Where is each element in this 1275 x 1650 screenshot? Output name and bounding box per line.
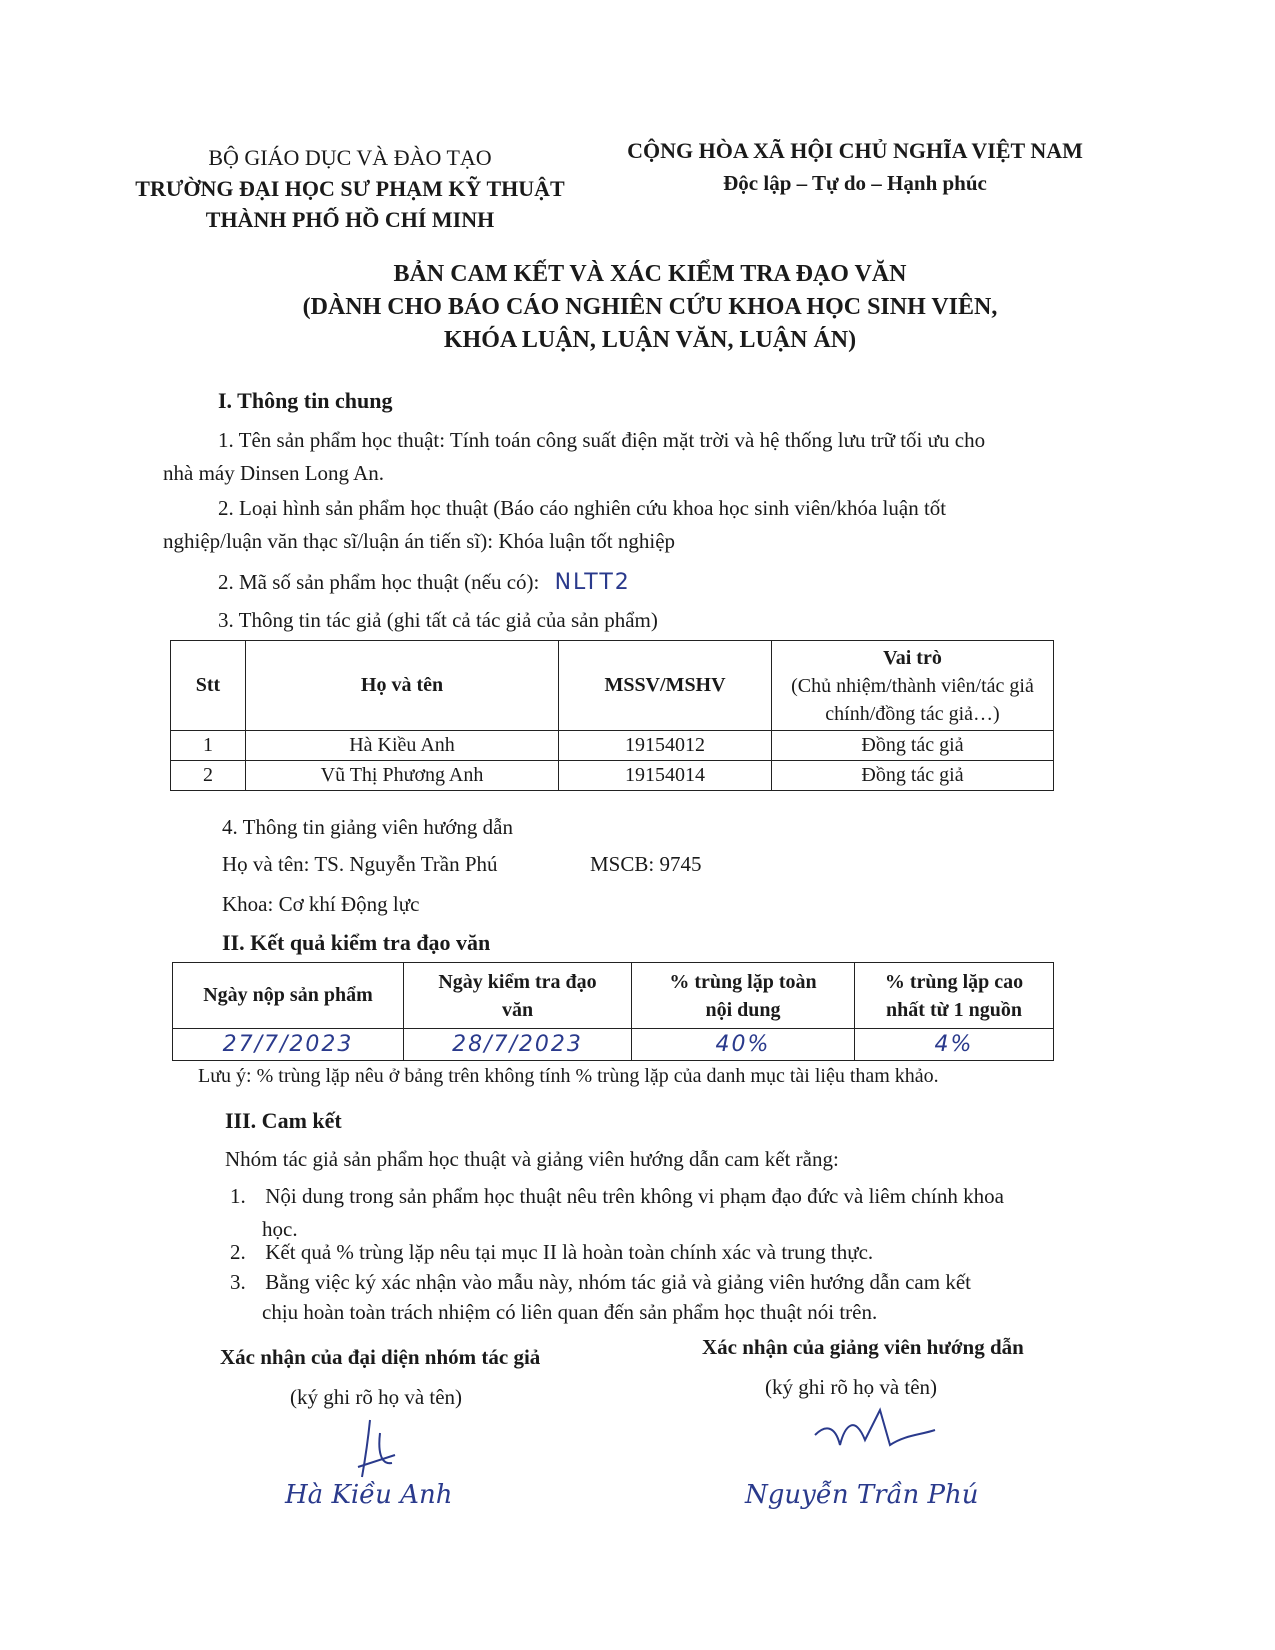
advisor-heading: 4. Thông tin giảng viên hướng dẫn [222,815,513,839]
item-3-text-b: chịu hoàn toàn trách nhiệm có liên quan đến sản phẩm học thuật nói trên. [262,1300,878,1324]
item-2-text-a: Kết quả % trùng lặp nêu tại mục II là hoàn toàn chính xác và trung thực. [265,1240,874,1264]
section-2-heading: II. Kết quả kiểm tra đạo văn [222,930,491,955]
header-right [620,134,1090,200]
plagiarism-table [172,962,1054,1061]
max-source-h-1: % trùng lặp cao [884,970,1024,993]
col-student-id: MSSV/MSHV [559,641,772,731]
republic-name: CỘNG HÒA XÃ HỘI CHỦ NGHĨA VIỆT NAM [627,138,1083,163]
commitment-item-2 [230,1240,873,1265]
document-title [150,258,1150,357]
advisor-id: MSCB: 9745 [590,852,702,876]
commitment-item-3 [230,1270,971,1295]
col-name: Họ và tên [246,641,559,731]
ministry-name: BỘ GIÁO DỤC VÀ ĐÀO TẠO [208,145,492,170]
section-1-heading: I. Thông tin chung [218,388,393,413]
col-submit-date: Ngày nộp sản phẩm [173,963,404,1029]
item-1-text-a: Nội dung trong sản phẩm học thuật nêu trên không vi phạm đạo đức và liêm chính khoa [265,1184,1004,1208]
table-row [171,731,1054,761]
left-signature-title: Xác nhận của đại diện nhóm tác giả [220,1345,541,1369]
role-header: Vai trò [883,646,942,669]
total-overlap: 40% [632,1029,855,1061]
section-3-heading: III. Cam kết [225,1108,342,1133]
col-check-date [404,963,632,1029]
row-2-name: Vũ Thị Phương Anh [246,761,559,791]
col-role [772,641,1054,731]
faculty: Khoa: Cơ khí Động lực [222,892,420,916]
right-signature-title: Xác nhận của giảng viên hướng dẫn [702,1335,1024,1359]
product-name-line-2: nhà máy Dinsen Long An. [163,461,385,485]
national-motto: Độc lập – Tự do – Hạnh phúc [723,171,987,195]
max-source-h-2: nhất từ 1 nguồn [886,998,1022,1021]
submit-date: 27/7/2023 [173,1029,404,1061]
row-2-stt: 2 [171,761,246,791]
table-row [173,1029,1054,1061]
product-code-label: 2. Mã số sản phẩm học thuật (nếu có): [218,570,540,594]
row-1-role: Đồng tác giả [772,731,1054,761]
row-2-id: 19154014 [559,761,772,791]
left-signatory-name: Hà Kiều Anh [285,1480,453,1510]
product-type-line-2: nghiệp/luận văn thạc sĩ/luận án tiến sĩ): Khóa luận tốt nghiệp [163,529,676,553]
product-type-line-1: 2. Loại hình sản phẩm học thuật (Báo cáo nghiên cứu khoa học sinh viên/khóa luận tốt [218,496,947,520]
commitment-intro: Nhóm tác giả sản phẩm học thuật và giảng viên hướng dẫn cam kết rằng: [225,1147,839,1171]
row-1-stt: 1 [171,731,246,761]
title-line-1: BẢN CAM KẾT VÀ XÁC KIỂM TRA ĐẠO VĂN [393,261,907,287]
total-overlap-h-2: nội dung [705,998,781,1021]
col-stt: Stt [171,641,246,731]
item-3-text-a: Bằng việc ký xác nhận vào mẫu này, nhóm tác giả và giảng viên hướng dẫn cam kết [265,1270,971,1294]
authors-table-header [171,641,1054,731]
item-1-text-b: học. [262,1217,298,1241]
col-max-source [855,963,1054,1029]
left-signature-mark [350,1415,420,1485]
authors-table [170,640,1054,791]
right-signature-mark [810,1405,940,1465]
check-date-h-1: Ngày kiểm tra đạo [438,970,597,993]
total-overlap-h-1: % trùng lặp toàn [669,970,817,993]
max-source-overlap: 4% [855,1029,1054,1061]
row-1-id: 19154012 [559,731,772,761]
title-line-3: KHÓA LUẬN, LUẬN VĂN, LUẬN ÁN) [443,327,857,353]
header-left [110,142,590,235]
advisor-name: Họ và tên: TS. Nguyễn Trần Phú [222,852,498,876]
col-total-overlap [632,963,855,1029]
commitment-item-1 [230,1184,1004,1209]
item-1-number: 1. [230,1184,246,1208]
item-3-number: 3. [230,1270,246,1294]
product-name-line-1: 1. Tên sản phẩm học thuật: Tính toán công suất điện mặt trời và hệ thống lưu trữ tối ưu cho [218,428,986,452]
check-date: 28/7/2023 [404,1029,632,1061]
plagiarism-table-header [173,963,1054,1029]
title-line-2: (DÀNH CHO BÁO CÁO NGHIÊN CỨU KHOA HỌC SINH VIÊN, [302,294,998,320]
plagiarism-note: Lưu ý: % trùng lặp nêu ở bảng trên không tính % trùng lặp của danh mục tài liệu tham khảo. [198,1065,939,1087]
role-note-1: (Chủ nhiệm/thành viên/tác giả [791,674,1034,697]
role-note-2: chính/đồng tác giả…) [825,702,1000,725]
item-2-number: 2. [230,1240,246,1264]
check-date-h-2: văn [501,998,534,1021]
row-1-name: Hà Kiều Anh [246,731,559,761]
city-name: THÀNH PHỐ HỒ CHÍ MINH [205,207,495,232]
right-signatory-name: Nguyễn Trần Phú [745,1480,979,1510]
author-info-heading: 3. Thông tin tác giả (ghi tất cả tác giả của sản phẩm) [218,608,658,632]
right-signature-note: (ký ghi rõ họ và tên) [765,1375,938,1399]
left-signature-note: (ký ghi rõ họ và tên) [290,1385,463,1409]
university-name: TRƯỜNG ĐẠI HỌC SƯ PHẠM KỸ THUẬT [135,176,565,201]
product-code-line [218,570,631,595]
table-row [171,761,1054,791]
product-code-value: NLTT2 [554,570,631,595]
row-2-role: Đồng tác giả [772,761,1054,791]
